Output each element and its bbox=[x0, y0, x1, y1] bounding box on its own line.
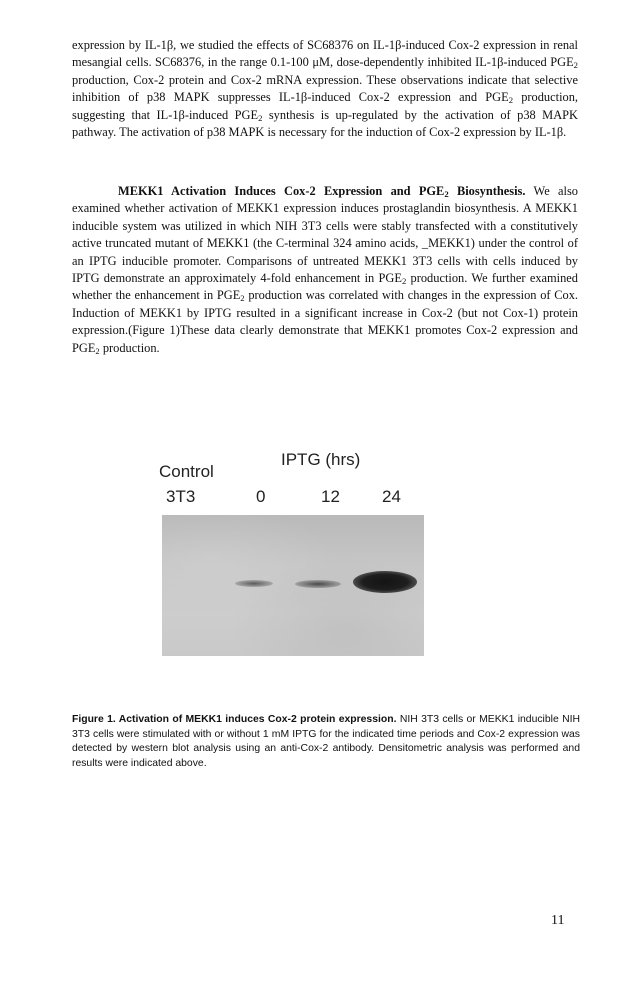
p1-run-4: production, suggesting that IL-1β-induced PGE bbox=[72, 90, 578, 122]
p2-run-2: production. We further examined whether the enhancement in PGE bbox=[72, 271, 578, 303]
lane-label-12: 12 bbox=[321, 487, 340, 506]
figure-caption-body: NIH 3T3 cells or MEKK1 inducible NIH 3T3 cells were stimulated with or without 1 mM IPTG for the indicated time periods and Cox-2 expression was detected by western blot analysis using an anti-Cox-2 antibody. Densitometric analysis was performed and results were indicated above. bbox=[72, 714, 580, 769]
page-number: 11 bbox=[551, 913, 565, 928]
figure-control-label: Control bbox=[159, 462, 214, 481]
p2-run-0: We also examined whether activation of MEKK1 expression induces prostaglandin biosynthesis. A MEKK1 inducible system was utilized in which NIH 3T3 cells were stably transfected with a constitutively active truncated mutant of MEKK1 (the C-terminal 324 amino acids, _MEKK1) under the control of an IPTG inducible promoter. Comparisons of untreated MEKK1 3T3 cells with cells induced by IPTG demonstrate an approximately 4-fold enhancement in PGE bbox=[72, 184, 579, 286]
section-heading-b: Biosynthesis. bbox=[448, 184, 526, 198]
blot-band-0h bbox=[235, 580, 273, 587]
p2-run-4: production was correlated with changes in the expression of Cox. Induction of MEKK1 by IPTG resulted in a significant increase in Cox-2 (but not Cox-1) protein expression.(Figure 1)These data clearly demonstrate that MEKK1 promotes Cox-2 expression and PGE bbox=[72, 288, 578, 355]
section-heading-a: MEKK1 Activation Induces Cox-2 Expression and PGE bbox=[118, 184, 445, 198]
p2-sub-5: 2 bbox=[95, 345, 100, 356]
figure-header-iptg: IPTG (hrs) bbox=[281, 450, 361, 469]
blot-band-12h bbox=[295, 580, 341, 588]
p1-sub-1: 2 bbox=[573, 60, 578, 71]
figure-caption bbox=[72, 713, 580, 771]
p2-sub-1: 2 bbox=[401, 276, 407, 287]
body-paragraph-2 bbox=[72, 183, 578, 357]
p1-sub-3: 2 bbox=[508, 95, 514, 106]
lane-label-0: 0 bbox=[256, 487, 266, 506]
lane-label-3t3: 3T3 bbox=[166, 487, 196, 506]
p2-sub-3: 2 bbox=[240, 293, 245, 304]
section-heading bbox=[118, 184, 525, 198]
body-paragraph-1 bbox=[72, 37, 578, 141]
p1-run-0: expression by IL-1β, we studied the effects of SC68376 on IL-1β-induced Cox-2 expression in renal mesangial cells. SC68376, in the range 0.1-100 μM, dose-dependently inhibited IL-1β-induced PGE bbox=[72, 38, 578, 70]
figure-caption-title: Figure 1. Activation of MEKK1 induces Cox-2 protein expression. bbox=[72, 714, 397, 725]
blot-band-24h bbox=[353, 571, 417, 593]
western-blot-image bbox=[162, 515, 424, 656]
section-heading-sub: 2 bbox=[444, 189, 449, 200]
p1-run-2: production, Cox-2 protein and Cox-2 mRNA expression. These observations indicate that selective inhibition of p38 MAPK suppresses IL-1β-induced Cox-2 expression and PGE bbox=[72, 72, 578, 105]
p1-run-6: synthesis is up-regulated by the activation of p38 MAPK pathway. The activation of p38 MAPK is necessary for the induction of Cox-2 expression by IL-1β. bbox=[72, 107, 578, 140]
p2-run-6: production. bbox=[99, 340, 160, 355]
p1-sub-5: 2 bbox=[258, 112, 263, 123]
lane-label-24: 24 bbox=[382, 487, 401, 506]
